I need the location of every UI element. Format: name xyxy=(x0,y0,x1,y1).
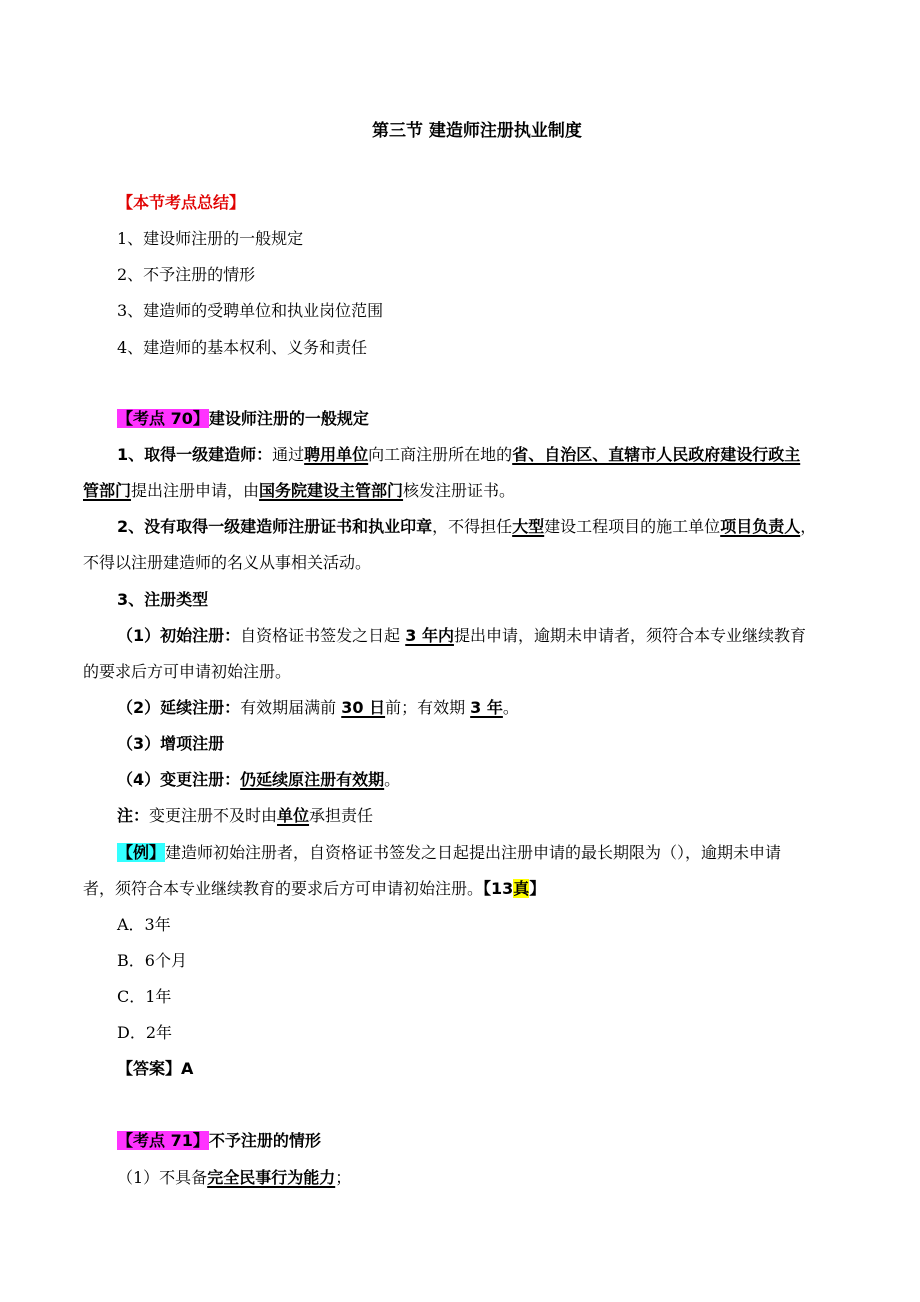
kp70-p1-text: 核发注册证书。 xyxy=(403,481,516,500)
example-text: 者，须符合本专业继续教育的要求后方可申请初始注册。 xyxy=(83,879,484,898)
kp71-heading: 不予注册的情形 xyxy=(208,1131,321,1150)
kp71-item-text: （1）不具备 xyxy=(117,1168,208,1187)
kp70-p1-line1 xyxy=(117,444,800,466)
kp71-tag: 【考点 71】 xyxy=(117,1131,209,1150)
kp70-p1-lead: 1、取得一级建造师： xyxy=(117,445,273,464)
kp70-r1-lead: （1）初始注册： xyxy=(117,626,241,645)
example-source: 】 xyxy=(529,879,546,898)
kp70-note-text: 变更注册不及时由 xyxy=(149,806,278,825)
kp70-p2-line1 xyxy=(117,516,816,538)
example-source: 【13 xyxy=(483,879,514,898)
kp70-r1-line2: 的要求后方可申请初始注册。 xyxy=(83,662,292,681)
kp70-note-text: 承担责任 xyxy=(309,806,374,825)
example-line2 xyxy=(83,878,545,900)
option-b: B．6个月 xyxy=(117,951,187,970)
kp70-p2-text: 建设工程项目的施工单位 xyxy=(544,517,721,536)
kp71-item-emph: 完全民事行为能力 xyxy=(207,1168,336,1187)
kp70-r4-text: 。 xyxy=(384,770,401,789)
example-tag: 【例】 xyxy=(117,843,166,862)
kp70-p2-emph: 大型 xyxy=(512,517,545,536)
kp70-r2-lead: （2）延续注册： xyxy=(117,698,241,717)
summary-item: 3、建造师的受聘单位和执业岗位范围 xyxy=(117,301,384,320)
summary-item: 2、不予注册的情形 xyxy=(117,265,256,284)
kp70-p2-text: ，不得担任 xyxy=(432,517,513,536)
kp70-r1-line1 xyxy=(117,625,806,647)
example-text: 建造师初始注册者，自资格证书签发之日起提出注册申请的最长期限为（），逾期未申请 xyxy=(165,843,782,862)
kp70-p1-text: 向工商注册所在地的 xyxy=(368,445,513,464)
kp71-item-1 xyxy=(117,1167,351,1189)
kp70-r1-text: 自资格证书签发之日起 xyxy=(240,626,406,645)
kp71-item-text: ； xyxy=(335,1168,352,1187)
kp70-p1-text: 提出注册申请，由 xyxy=(131,481,260,500)
summary-item: 1、建设师注册的一般规定 xyxy=(117,229,304,248)
kp70-p1-text: 通过 xyxy=(272,445,305,464)
kp70-r2-text: 有效期届满前 xyxy=(240,698,342,717)
kp70-p1-emph: 省、自治区、直辖市人民政府建设行政主 xyxy=(512,445,801,464)
summary-item: 4、建造师的基本权利、义务和责任 xyxy=(117,338,368,357)
kp70-r2-emph: 3 年 xyxy=(470,698,503,717)
kp70-r4 xyxy=(117,769,400,791)
option-a: A．3年 xyxy=(117,915,171,934)
kp70-heading: 建设师注册的一般规定 xyxy=(208,409,369,428)
kp70-p1-line2 xyxy=(83,480,515,502)
example-source-highlight: 真 xyxy=(513,879,530,898)
kp70-p2-text: ， xyxy=(800,517,817,536)
kp70-r2-text: 前；有效期 xyxy=(385,698,471,717)
kp70-p2-lead: 2、没有取得一级建造师注册证书和执业印章 xyxy=(117,517,433,536)
option-d: D．2年 xyxy=(117,1023,173,1042)
kp70-r2 xyxy=(117,697,519,719)
kp70-tag: 【考点 70】 xyxy=(117,409,209,428)
kp70-p2-line2: 不得以注册建造师的名义从事相关活动。 xyxy=(83,553,372,572)
kp70-r3: （3）增项注册 xyxy=(117,734,225,753)
option-c: C．1年 xyxy=(117,987,172,1006)
kp70-p1-emph: 聘用单位 xyxy=(304,445,369,464)
kp70-heading-line xyxy=(117,408,369,430)
kp70-r4-lead: （4）变更注册： xyxy=(117,770,241,789)
kp70-note xyxy=(117,805,373,827)
example-line1 xyxy=(117,842,781,864)
kp70-p1-emph: 国务院建设主管部门 xyxy=(259,481,404,500)
kp70-r2-text: 。 xyxy=(502,698,519,717)
answer: 【答案】A xyxy=(117,1059,194,1078)
kp70-note-lead: 注： xyxy=(117,806,150,825)
kp70-r4-emph: 仍延续原注册有效期 xyxy=(240,770,385,789)
kp70-p2-emph: 项目负责人 xyxy=(720,517,801,536)
kp70-r2-emph: 30 日 xyxy=(341,698,386,717)
section-title: 第三节 建造师注册执业制度 xyxy=(372,121,582,141)
kp70-p3: 3、注册类型 xyxy=(117,590,209,609)
kp70-r1-emph: 3 年内 xyxy=(405,626,454,645)
kp70-p1-emph: 管部门 xyxy=(83,481,132,500)
kp71-heading-line xyxy=(117,1130,321,1152)
kp70-note-emph: 单位 xyxy=(277,806,310,825)
summary-heading: 【本节考点总结】 xyxy=(117,193,246,212)
kp70-r1-text: 提出申请，逾期未申请者，须符合本专业继续教育 xyxy=(453,626,806,645)
